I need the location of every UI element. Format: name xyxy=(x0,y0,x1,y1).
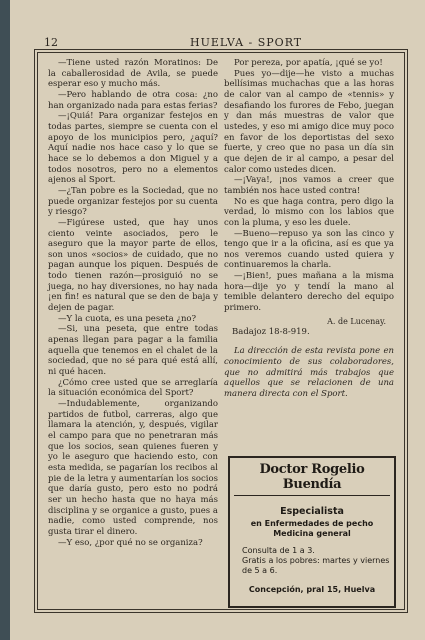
editorial-notice: La dirección de esta revista pone en conocimiento de sus colaboradores, que no admitirá más trabajos que aquellos que se relacionen de una manera directa con el Sport. xyxy=(224,346,394,400)
ad-speciality xyxy=(230,519,394,539)
article-paragraph: ¿Cómo cree usted que se arreglaría la situación económica del Sport? xyxy=(48,377,218,399)
magazine-page xyxy=(10,0,425,640)
article-left-column xyxy=(48,58,218,548)
article-paragraph: —¡Vaya!, ¡nos vamos a creer que también nos hace usted contra! xyxy=(224,175,394,196)
article-right-column xyxy=(224,58,394,400)
article-paragraph: —¡Bien!, pues mañana a la misma hora—dije yo y tendí la mano al temible delantero derecho del equipo primero. xyxy=(224,271,394,314)
article-paragraph: —Si, una peseta, que entre todas apenas llegan para pagar a la familia aquella que tenemos en el chalet de la sociedad, que no sé para qué está allí, ni qué hacen. xyxy=(48,324,218,378)
ad-address: Concepción, pral 15, Huelva xyxy=(248,585,376,594)
author-signature: A. de Lucenay. xyxy=(327,316,386,326)
ad-speciality-line: en Enfermedades de pecho xyxy=(250,519,374,528)
page-number: 12 xyxy=(44,36,58,49)
ad-hours-line: Gratis a los pobres: martes y viernes de 5 a 6. xyxy=(242,556,390,575)
article-paragraph: —¿Tan pobre es la Sociedad, que no puede organizar festejos por su cuenta y riesgo? xyxy=(48,185,218,218)
article-paragraph: No es que haga contra, pero digo la verdad, lo mismo con los labios que con la pluma, y eso les duele. xyxy=(224,196,394,228)
article-paragraph: —Y eso, ¿por qué no se organiza? xyxy=(58,537,203,548)
ad-speciality-line: Medicina general xyxy=(273,529,351,538)
ad-doctor-name: Doctor Rogelio Buendía xyxy=(234,462,390,496)
article-paragraph: Por pereza, por apatía, ¡qué se yo! xyxy=(234,58,383,68)
ad-consultation-hours xyxy=(242,546,394,576)
article-paragraph: —Tiene usted razón Moratinos: De la caballerosidad de Avila, se puede esperar eso y mucho más. xyxy=(48,58,218,90)
article-paragraph: —Figúrese usted, que hay unos ciento veinte asociados, pero le aseguro que la mayor parte de ellos, son unos «socios» de cuidado, que no pagan aunque los piquen. Después de todo tienen razón—prosiguió no se juega, no hay diversiones, no hay nada ¡en fin! es natural que se den de baja y dejen de pagar. xyxy=(48,217,218,314)
doctor-advertisement xyxy=(228,456,396,608)
ad-title: Especialista xyxy=(280,506,344,517)
article-paragraph: —Bueno—repuso ya son las cinco y tengo que ir a la oficina, así es que ya nos veremos cuando usted quiera y continuaremos la charla. xyxy=(224,228,394,271)
article-paragraph: —Indudablemente, organizando partidos de futbol, carreras, algo que llamara la atención, y, después, vigilar el campo para que no penetraran más que los socios, sean quienes fueren y yo le aseguro que haciendo esto, con esta medida, se pagarían los recibos al pie de la letra y aumentarían los socios que daría gusto, pero esto no podrá ser un hecho hasta que no haya más disciplina y se organice a gusto, pues a nadie, como usted comprende, nos gusta tirar el dinero. xyxy=(48,399,218,537)
article-dateline: Badajoz 18-8-919. xyxy=(232,327,310,338)
article-paragraph: Pues yo—dije—he visto a muchas bellísimas muchachas que a las horas de calor van al campo de «tennis» y desafiando los furores de Febo, juegan y dan más muestras de valor que ustedes, y eso mi amigo dice muy poco en favor de los deportistas del sexo fuerte, y creo que no pasa un día sin que dejen de ir al campo, a pesar del calor como ustedes dicen. xyxy=(224,68,394,175)
article-paragraph: —¡Quiá! Para organizar festejos en todas partes, siempre se cuenta con el apoyo de los municipios pero, ¿aquí? Aquí nadie nos hace caso y lo que se hace se lo debemos a don Miguel y a todos nosotros, pero no a elementos ajenos al Sport. xyxy=(48,111,218,186)
ad-hours-line: Consulta de 1 a 3. xyxy=(242,546,315,555)
article-paragraph: —Y la cuota, es una peseta ¿no? xyxy=(58,313,197,324)
article-paragraph: —Pero hablando de otra cosa: ¿no han organizado nada para estas ferias? xyxy=(48,89,218,111)
running-head-title: HUELVA - SPORT xyxy=(190,36,303,49)
